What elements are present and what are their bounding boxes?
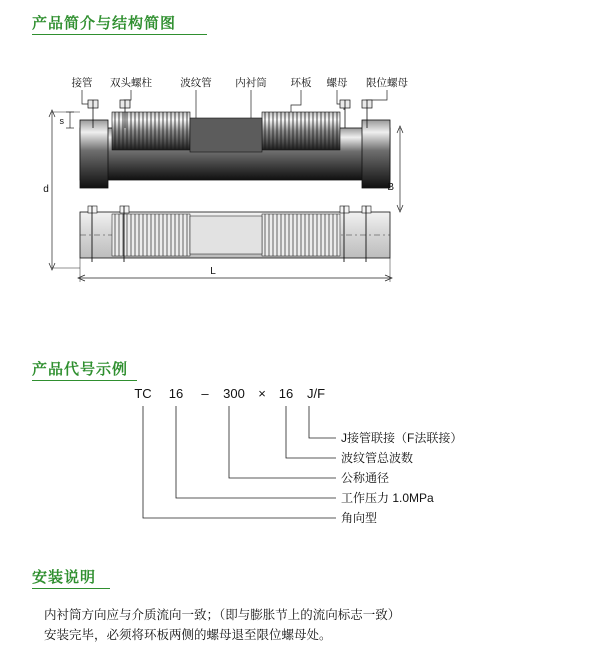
installation-section [0, 560, 600, 652]
code-legend-0: J接管联接（F法联接） [341, 431, 463, 445]
code-token-1: 16 [168, 386, 184, 401]
dim-d [43, 110, 80, 270]
upper-bellows-left [112, 112, 190, 150]
dim-label-B: B [387, 182, 394, 193]
structure-diagram [0, 0, 600, 320]
code-legend-2: 公称通径 [341, 471, 390, 485]
code-tokens [134, 386, 325, 401]
lower-bellows-right [262, 214, 340, 256]
code-legend-1: 波纹管总波数 [341, 451, 414, 465]
callout-label-1: 双头螺柱 [110, 77, 152, 89]
callout-label-6: 限位螺母 [366, 77, 408, 89]
code-token-6: J/F [306, 386, 326, 401]
code-legend-3: 工作压力 1.0MPa [341, 491, 434, 505]
callout-label-0: 接管 [71, 77, 93, 89]
section-title-code: 产品代号示例 [32, 361, 129, 378]
product-code-section [0, 350, 600, 550]
code-token-4: × [258, 386, 266, 401]
code-token-3: 300 [223, 386, 245, 401]
callout-label-4: 环板 [290, 77, 312, 89]
dim-label-d: d [43, 184, 49, 195]
lower-liner [190, 216, 262, 254]
code-token-2: – [201, 386, 209, 401]
callout-label-3: 内衬筒 [235, 77, 267, 89]
product-intro-section [0, 0, 600, 320]
code-legend [341, 430, 462, 525]
section-title-intro: 产品简介与结构简图 [32, 15, 177, 32]
callout-label-2: 波纹管 [180, 77, 212, 89]
install-line-1: 安装完毕，必须将环板两侧的螺母退至限位螺母处。 [44, 628, 332, 642]
section-title-install: 安装说明 [32, 569, 97, 586]
dim-label-s: s [59, 116, 64, 126]
code-token-5: 16 [278, 386, 294, 401]
code-token-0: TC [134, 386, 152, 401]
upper-left-pipe [80, 120, 108, 188]
dim-l [78, 258, 392, 282]
code-breakdown-diagram [0, 350, 600, 550]
section-title-install-underline [32, 588, 110, 589]
code-leaders [143, 406, 336, 518]
diagram-callout-labels [72, 76, 409, 89]
dim-label-L: L [210, 266, 216, 277]
upper-liner [190, 118, 262, 152]
install-line-0: 内衬筒方向应与介质流向一致；（即与膨胀节上的流向标志一致） [44, 608, 401, 622]
upper-right-pipe [362, 120, 390, 188]
callout-label-5: 螺母 [326, 77, 348, 89]
dim-s [60, 112, 75, 128]
code-legend-4: 角向型 [341, 511, 378, 525]
upper-bellows-right [262, 112, 340, 150]
